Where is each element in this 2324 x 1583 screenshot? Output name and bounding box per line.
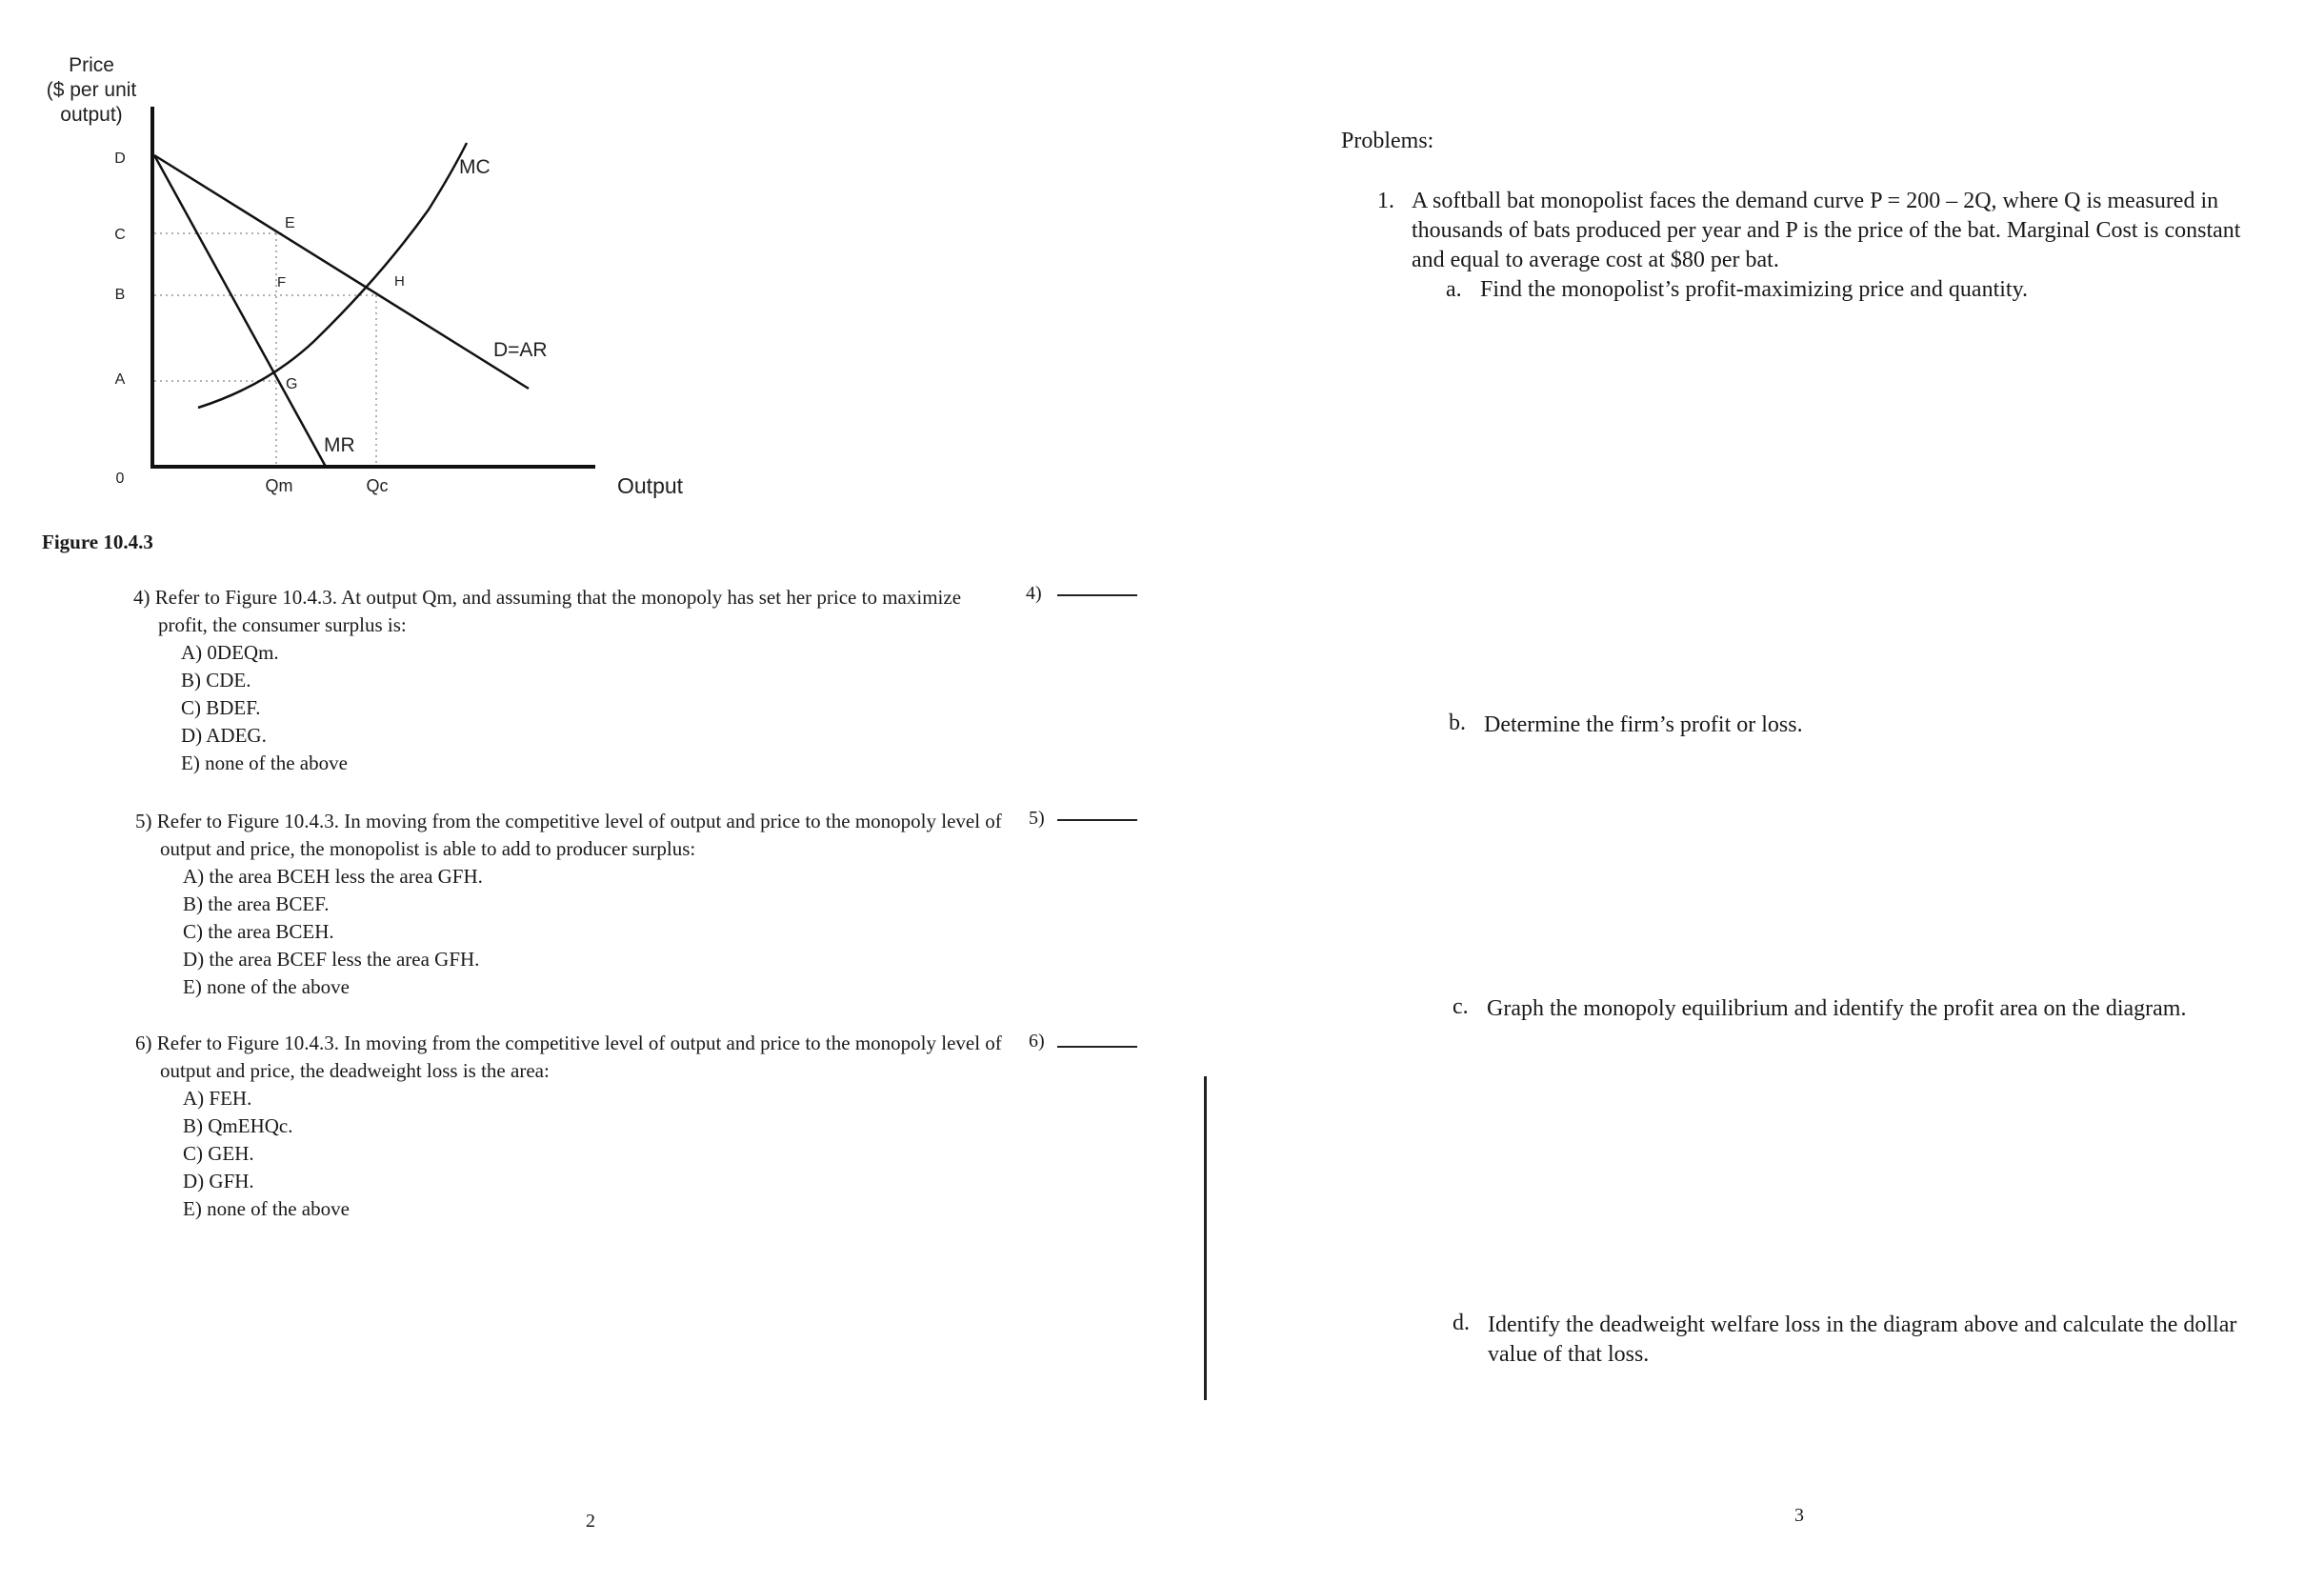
y-axis-title-line1: Price (69, 54, 114, 76)
question-4-option-d: D) ADEG. (181, 724, 267, 747)
y-tick-b: B (114, 287, 126, 303)
right-page-number: 3 (1794, 1505, 1804, 1526)
question-5-option-b: B) the area BCEF. (183, 892, 330, 915)
question-5-option-c: C) the area BCEH. (183, 920, 334, 943)
question-5 (135, 808, 1036, 1001)
question-6 (135, 1030, 1036, 1223)
y-tick-d: D (114, 150, 126, 167)
question-5-option-d: D) the area BCEF less the area GFH. (183, 948, 480, 971)
y-axis-title-line2: ($ per unit (46, 79, 137, 101)
x-tick-qc: Qc (366, 476, 389, 495)
question-4-option-b: B) CDE. (181, 669, 251, 691)
part-a-label: a. (1446, 277, 1462, 302)
figure-caption: Figure 10.4.3 (42, 531, 153, 553)
question-4-option-e: E) none of the above (181, 751, 348, 774)
point-e-label: E (285, 215, 295, 231)
mc-label: MC (459, 156, 491, 178)
question-6-stem: 6) Refer to Figure 10.4.3. In moving from the competitive level of output and price to the monopoly level of output and price, the deadweight loss is the area: (135, 1032, 1002, 1082)
question-5-stem: 5) Refer to Figure 10.4.3. In moving from the competitive level of output and price to the monopoly level of output and price, the monopolist is able to add to producer surplus: (135, 810, 1002, 860)
part-d-label: d. (1452, 1311, 1470, 1335)
question-4-option-a: A) 0DEQm. (181, 641, 279, 664)
mc-curve (198, 143, 467, 408)
question-6-answer-blank[interactable] (1057, 1046, 1137, 1048)
problem-1-text: A softball bat monopolist faces the demand curve P = 200 – 2Q, where Q is measured in thousands of bats produced per year and P is the price of the bat. Marginal Cost is constant and equal to average cost at $80 per bat. (1412, 189, 2241, 272)
y-tick-zero: 0 (115, 471, 125, 487)
question-5-answer-blank[interactable] (1057, 819, 1137, 821)
demand-curve (154, 155, 529, 389)
question-6-number: 6) (1029, 1031, 1045, 1052)
point-f-label: F (277, 274, 287, 291)
question-6-option-d: D) GFH. (183, 1170, 254, 1192)
demand-label: D=AR (493, 339, 548, 361)
left-page-number: 2 (586, 1511, 595, 1532)
mr-curve (154, 155, 326, 467)
y-tick-c: C (114, 227, 126, 243)
y-tick-a: A (114, 371, 126, 388)
question-6-option-a: A) FEH. (183, 1087, 252, 1110)
question-5-option-a: A) the area BCEH less the area GFH. (183, 865, 483, 888)
question-6-option-c: C) GEH. (183, 1142, 254, 1165)
question-4-option-c: C) BDEF. (181, 696, 261, 719)
part-c-text: Graph the monopoly equilibrium and identify the profit area on the diagram. (1487, 996, 2187, 1021)
question-6-option-e: E) none of the above (183, 1197, 350, 1220)
problems-heading: Problems: (1341, 129, 1434, 153)
question-5-option-e: E) none of the above (183, 975, 350, 998)
question-4-answer-blank[interactable] (1057, 594, 1137, 596)
part-c-label: c. (1452, 994, 1469, 1019)
mr-label: MR (324, 434, 355, 456)
question-4-stem: 4) Refer to Figure 10.4.3. At output Qm, and assuming that the monopoly has set her price to maximize profit, the consumer surplus is: (133, 586, 962, 636)
part-a-text: Find the monopolist’s profit-maximizing price and quantity. (1480, 277, 2029, 302)
monopoly-figure (0, 0, 724, 571)
part-d-text: Identify the deadweight welfare loss in the diagram above and calculate the dollar value of that loss. (1488, 1312, 2237, 1367)
question-4 (133, 584, 996, 777)
question-5-number: 5) (1029, 808, 1045, 829)
question-6-option-b: B) QmEHQc. (183, 1114, 293, 1137)
point-g-label: G (286, 376, 298, 392)
problem-1-number: 1. (1377, 189, 1394, 213)
part-b-text: Determine the firm’s profit or loss. (1484, 712, 1803, 737)
x-tick-qm: Qm (265, 476, 293, 495)
question-4-number: 4) (1026, 583, 1042, 604)
x-axis-title: Output (617, 473, 684, 498)
page-divider (1204, 1076, 1207, 1400)
y-axis-title-line3: output) (60, 104, 123, 126)
part-b-label: b. (1449, 711, 1466, 735)
point-h-label: H (394, 273, 405, 290)
